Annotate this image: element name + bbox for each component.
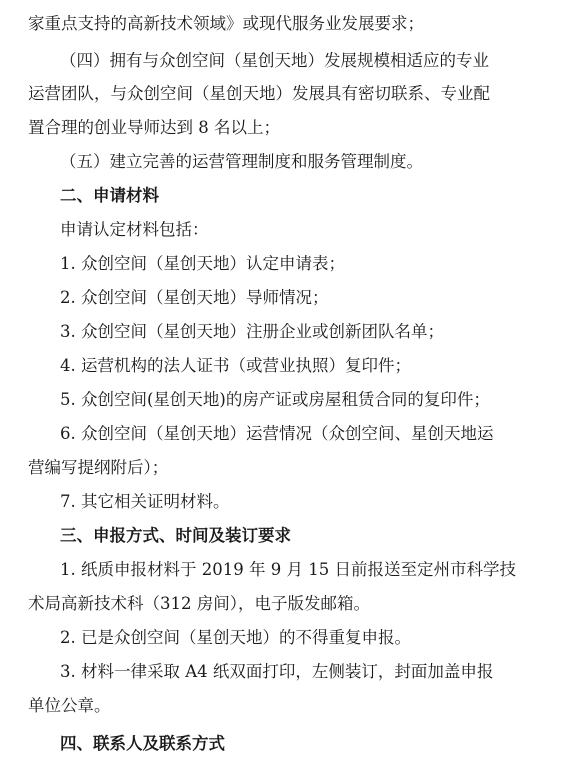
list-item: 3. 材料一律采取 A4 纸双面打印，左侧装订，封面加盖申报 (60, 662, 494, 681)
list-item: 7. 其它相关证明材料。 (60, 492, 230, 511)
list-item: 2. 众创空间（星创天地）导师情况； (60, 288, 329, 307)
section-heading: 三、申报方式、时间及装订要求 (60, 526, 291, 545)
list-item: 2. 已是众创空间（星创天地）的不得重复申报。 (60, 628, 411, 647)
paragraph-line: 运营团队，与众创空间（星创天地）发展具有密切联系、专业配 (28, 84, 490, 103)
paragraph-line: 家重点支持的高新技术领域》或现代服务业发展要求； (28, 14, 424, 33)
list-item-continuation: 营编写提纲附后）； (28, 458, 169, 477)
paragraph-line: （四）拥有与众创空间（星创天地）发展规模相适应的专业 (60, 51, 489, 70)
list-item: 1. 纸质申报材料于 2019 年 9 月 15 日前报送至定州市科学技 (60, 560, 516, 579)
paragraph-line: （五）建立完善的运营管理制度和服务管理制度。 (60, 152, 423, 171)
paragraph-line: 申请认定材料包括： (60, 220, 209, 239)
list-item: 1. 众创空间（星创天地）认定申请表； (60, 254, 345, 273)
section-heading: 二、申请材料 (60, 186, 159, 205)
paragraph-line: 置合理的创业导师达到 8 名以上； (28, 118, 280, 137)
list-item: 5. 众创空间(星创天地)的房产证或房屋租赁合同的复印件； (60, 390, 490, 409)
list-item-continuation: 术局高新技术科（312 房间），电子版发邮箱。 (28, 594, 370, 613)
list-item: 3. 众创空间（星创天地）注册企业或创新团队名单； (60, 322, 444, 341)
section-heading: 四、联系人及联系方式 (60, 734, 225, 753)
list-item: 4. 运营机构的法人证书（或营业执照）复印件； (60, 356, 411, 375)
list-item: 6. 众创空间（星创天地）运营情况（众创空间、星创天地运 (60, 424, 494, 443)
list-item-continuation: 单位公章。 (28, 696, 111, 715)
